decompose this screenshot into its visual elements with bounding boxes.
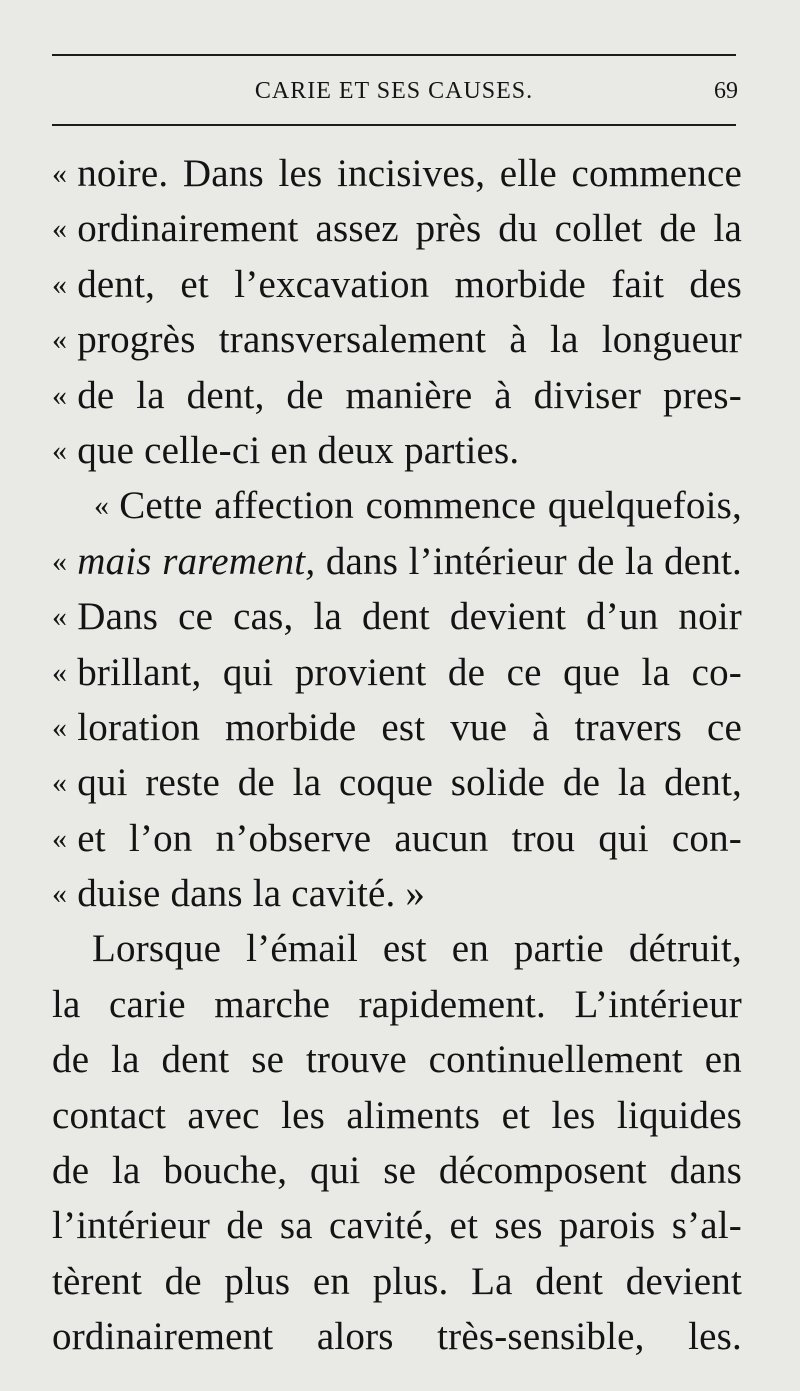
- line-text: loration morbide est vue à travers ce: [77, 705, 742, 749]
- quote-mark: «: [52, 877, 68, 911]
- text-line: [52, 478, 742, 533]
- line-text: tèrent de plus en plus. La dent devient: [52, 1259, 742, 1303]
- text-line: [52, 534, 742, 589]
- page-number: 69: [714, 78, 738, 104]
- line-text: Cette affection commence quelquefois,: [119, 484, 742, 528]
- line-text: la carie marche rapidement. L’intérieur: [52, 982, 742, 1026]
- quote-mark: «: [52, 267, 68, 301]
- line-text: contact avec les aliments et les liquides: [52, 1093, 742, 1137]
- text-line: [52, 866, 742, 921]
- italic-phrase: mais rarement,: [77, 539, 316, 583]
- text-line: [52, 1088, 742, 1143]
- quote-mark: «: [52, 157, 68, 190]
- line-text: de la bouche, qui se décomposent dans: [52, 1149, 742, 1193]
- text-line: [52, 589, 742, 644]
- quote-mark: «: [52, 600, 68, 634]
- text-line: [52, 201, 742, 256]
- text-line: [52, 146, 742, 201]
- text-line: [52, 1032, 742, 1087]
- line-text: Lorsque l’émail est en partie détruit,: [92, 927, 742, 971]
- quote-mark: «: [52, 655, 68, 689]
- quote-mark: «: [52, 766, 68, 800]
- quote-mark: «: [52, 433, 68, 467]
- text-line: [52, 368, 742, 423]
- line-text: brillant, qui provient de ce que la co-: [77, 650, 742, 694]
- quote-mark: «: [94, 489, 110, 523]
- text-line: [52, 645, 742, 700]
- text-line: [52, 811, 742, 866]
- header-rule-bottom: [52, 124, 736, 126]
- text-line: [52, 423, 742, 478]
- text-line: [52, 257, 742, 312]
- text-line: [52, 921, 742, 976]
- line-text: de la dent, de manière à diviser pres-: [77, 373, 742, 417]
- line-text: que celle-ci en deux parties.: [77, 428, 520, 472]
- text-line: [52, 1198, 742, 1253]
- text-line: [52, 312, 742, 367]
- line-text: ordinairement alors très-sensible, les.: [52, 1315, 742, 1359]
- quote-mark: «: [52, 710, 68, 744]
- line-text: dent, et l’excavation morbide fait des: [77, 262, 742, 306]
- line-text: et l’on n’observe aucun trou qui con-: [77, 816, 742, 860]
- quote-mark: «: [52, 378, 68, 412]
- quote-mark: «: [52, 212, 68, 246]
- text-line: [52, 1254, 742, 1309]
- line-text: ordinairement assez près du collet de la: [77, 207, 742, 251]
- line-text: duise dans la cavité. »: [77, 872, 426, 916]
- text-line: [52, 977, 742, 1032]
- text-line: [52, 755, 742, 810]
- quote-mark: «: [52, 821, 68, 855]
- line-text: qui reste de la coque solide de la dent,: [77, 761, 742, 805]
- line-text: Dans ce cas, la dent devient d’un noir: [77, 595, 742, 639]
- running-title: CARIE ET SES CAUSES.: [254, 78, 534, 104]
- quote-mark: «: [52, 323, 68, 357]
- line-text: noire. Dans les incisives, elle commence: [77, 152, 742, 195]
- text-line: [52, 1143, 742, 1198]
- line-text: l’intérieur de sa cavité, et ses parois s’al-: [52, 1204, 742, 1248]
- body-text: [52, 146, 742, 1365]
- quote-mark: «: [52, 544, 68, 578]
- line-text: progrès transversalement à la longueur: [77, 318, 742, 362]
- line-text: dans l’intérieur de la dent.: [315, 539, 742, 583]
- text-line: [52, 1309, 742, 1364]
- line-text: de la dent se trouve continuellement en: [52, 1038, 742, 1082]
- header-rule-top: [52, 54, 736, 56]
- text-line: [52, 700, 742, 755]
